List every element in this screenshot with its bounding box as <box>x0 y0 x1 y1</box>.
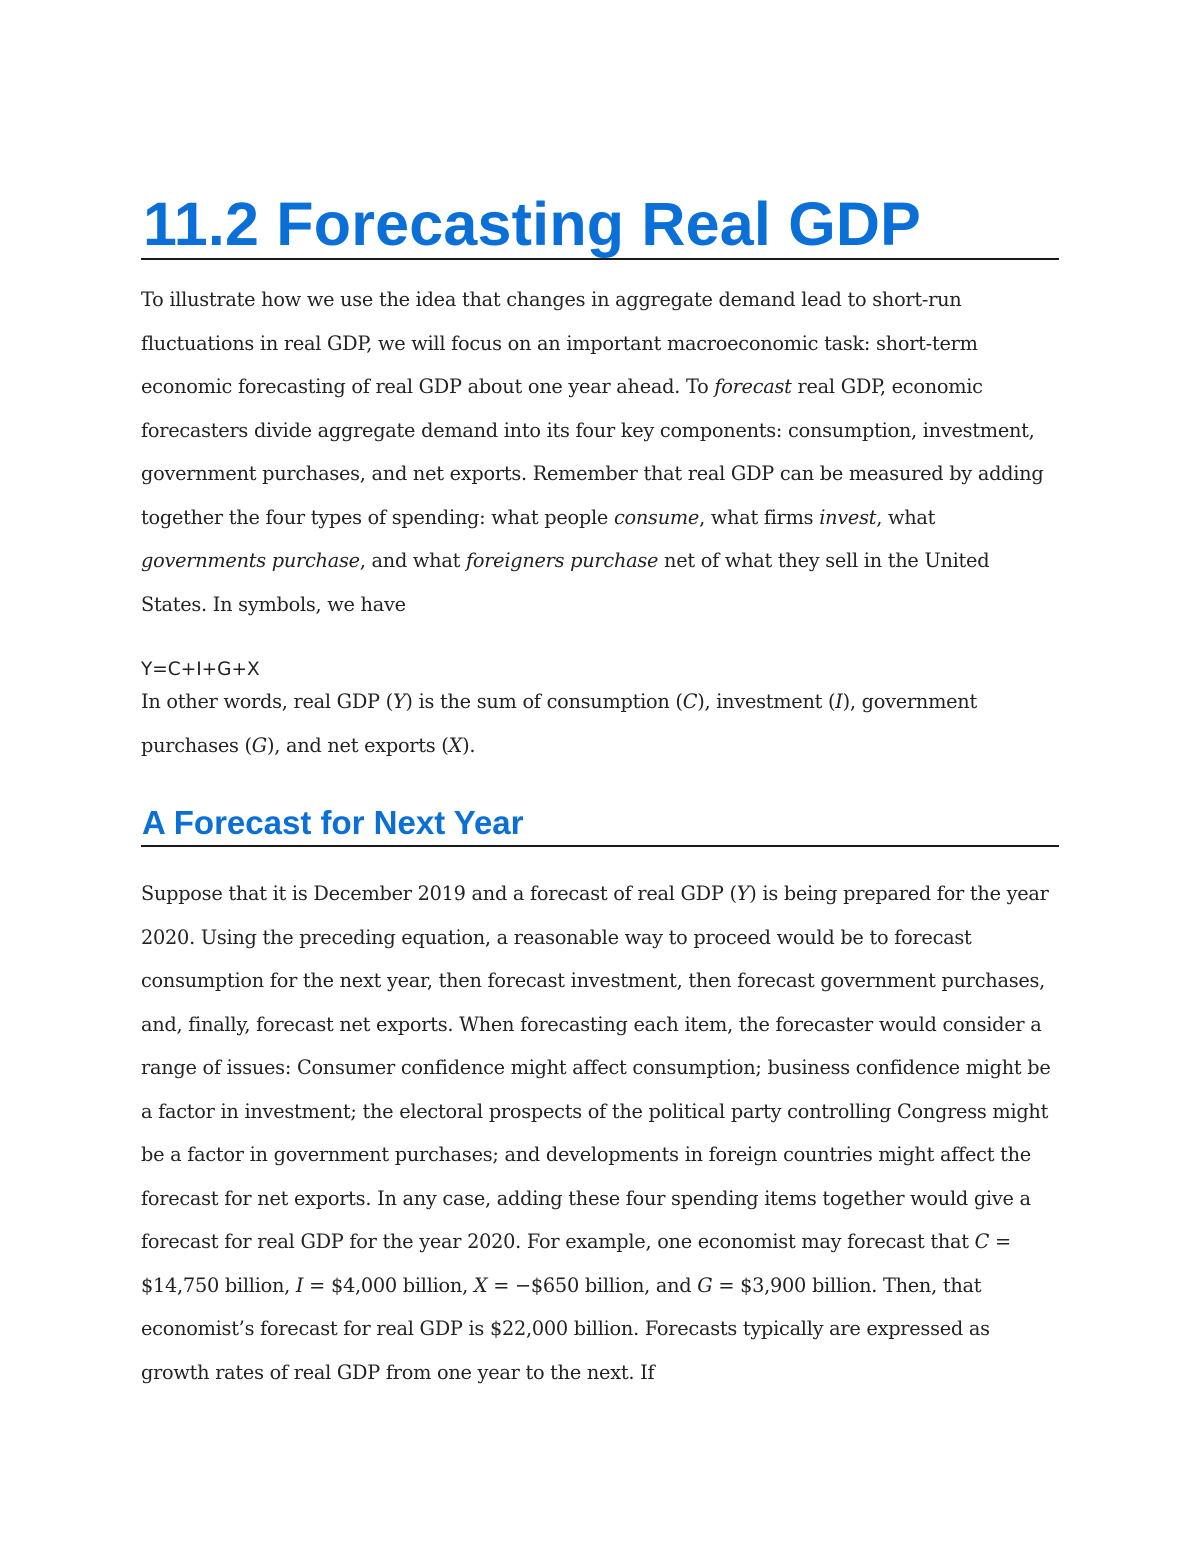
forecast-variable-g: G <box>697 1273 713 1297</box>
forecast-text-2: ) is being prepared for the year 2020. Using the preceding equation, a reasonable way to proceed would be to forecast consumption for the next year, then forecast investment, then forecast government purchases, and, finally, forecast net exports. When forecasting each item, the forecaster would consider a range of issues: Consumer confidence might affect consumption; business confidence might be a factor in investment; the electoral prospects of the political party controlling Congress might be a factor in government purchases; and developments in foreign countries might affect the forecast for net exports. In any case, adding these four spending items together would give a forecast for real GDP for the year 2020. For example, one economist may forecast that <box>141 882 1051 1253</box>
forecast-variable-x: X <box>473 1273 488 1297</box>
forecast-text-5: = −$650 billion, and <box>487 1273 698 1297</box>
section-title: 11.2 Forecasting Real GDP <box>141 190 1059 260</box>
definition-text-1: In other words, real GDP ( <box>141 690 393 713</box>
forecast-text-3: = $14,750 billion, <box>141 1230 1011 1297</box>
forecast-paragraph <box>141 872 1059 1394</box>
definition-text-5: ), and net exports ( <box>266 733 449 757</box>
page-content <box>141 190 1059 1394</box>
subsection-title: A Forecast for Next Year <box>141 803 1059 847</box>
forecast-variable-i: I <box>295 1273 304 1297</box>
definition-text-4: ), government purchases ( <box>141 690 977 757</box>
intro-text-1: To illustrate how we use the idea that changes in aggregate demand lead to short-run fluctuations in real GDP, we will focus on an important macroeconomic task: short-term economic forecasting of real GDP about one year ahead. To <box>141 288 978 398</box>
variable-i: I <box>835 690 843 713</box>
forecast-variable-y: Y <box>736 882 750 905</box>
forecast-variable-c: C <box>974 1230 990 1253</box>
definition-paragraph <box>141 680 1059 767</box>
intro-text-6: net of what they sell in the United States. In symbols, we have <box>141 549 990 616</box>
intro-paragraph <box>141 278 1059 626</box>
definition-text-6: ). <box>462 733 476 757</box>
intro-text-4: , what <box>876 505 936 529</box>
intro-text-5: , and what <box>359 549 466 572</box>
variable-y: Y <box>392 690 406 713</box>
intro-text-2: real GDP, economic forecasters divide aggregate demand into its four key components: consumption, investment, government purchases, and net exports. Remember that real GDP can be measured by adding together the four types of spending: what people <box>141 375 1044 529</box>
definition-text-3: ), investment ( <box>697 690 836 713</box>
intro-emphasis-consume: consume <box>613 505 700 529</box>
forecast-text-6: = $3,900 billion. Then, that economist’s forecast for real GDP is $22,000 billion. Forecasts typically are expressed as growth rates of real GDP from one year to the next. If <box>141 1273 990 1384</box>
forecast-text-1: Suppose that it is December 2019 and a forecast of real GDP ( <box>141 882 737 905</box>
variable-g: G <box>251 733 267 757</box>
intro-emphasis-governments-purchase: governments purchase <box>141 549 360 572</box>
definition-text-2: ) is the sum of consumption ( <box>405 690 683 713</box>
variable-c: C <box>682 690 698 713</box>
gdp-equation: Y=C+I+G+X <box>141 659 260 680</box>
intro-emphasis-invest: invest <box>819 505 877 529</box>
intro-emphasis-foreigners-purchase: foreigners purchase <box>465 549 659 572</box>
intro-text-3: , what firms <box>699 505 820 529</box>
variable-x: X <box>448 733 463 757</box>
intro-emphasis-forecast: forecast <box>714 375 792 398</box>
forecast-text-4: = $4,000 billion, <box>303 1273 474 1297</box>
